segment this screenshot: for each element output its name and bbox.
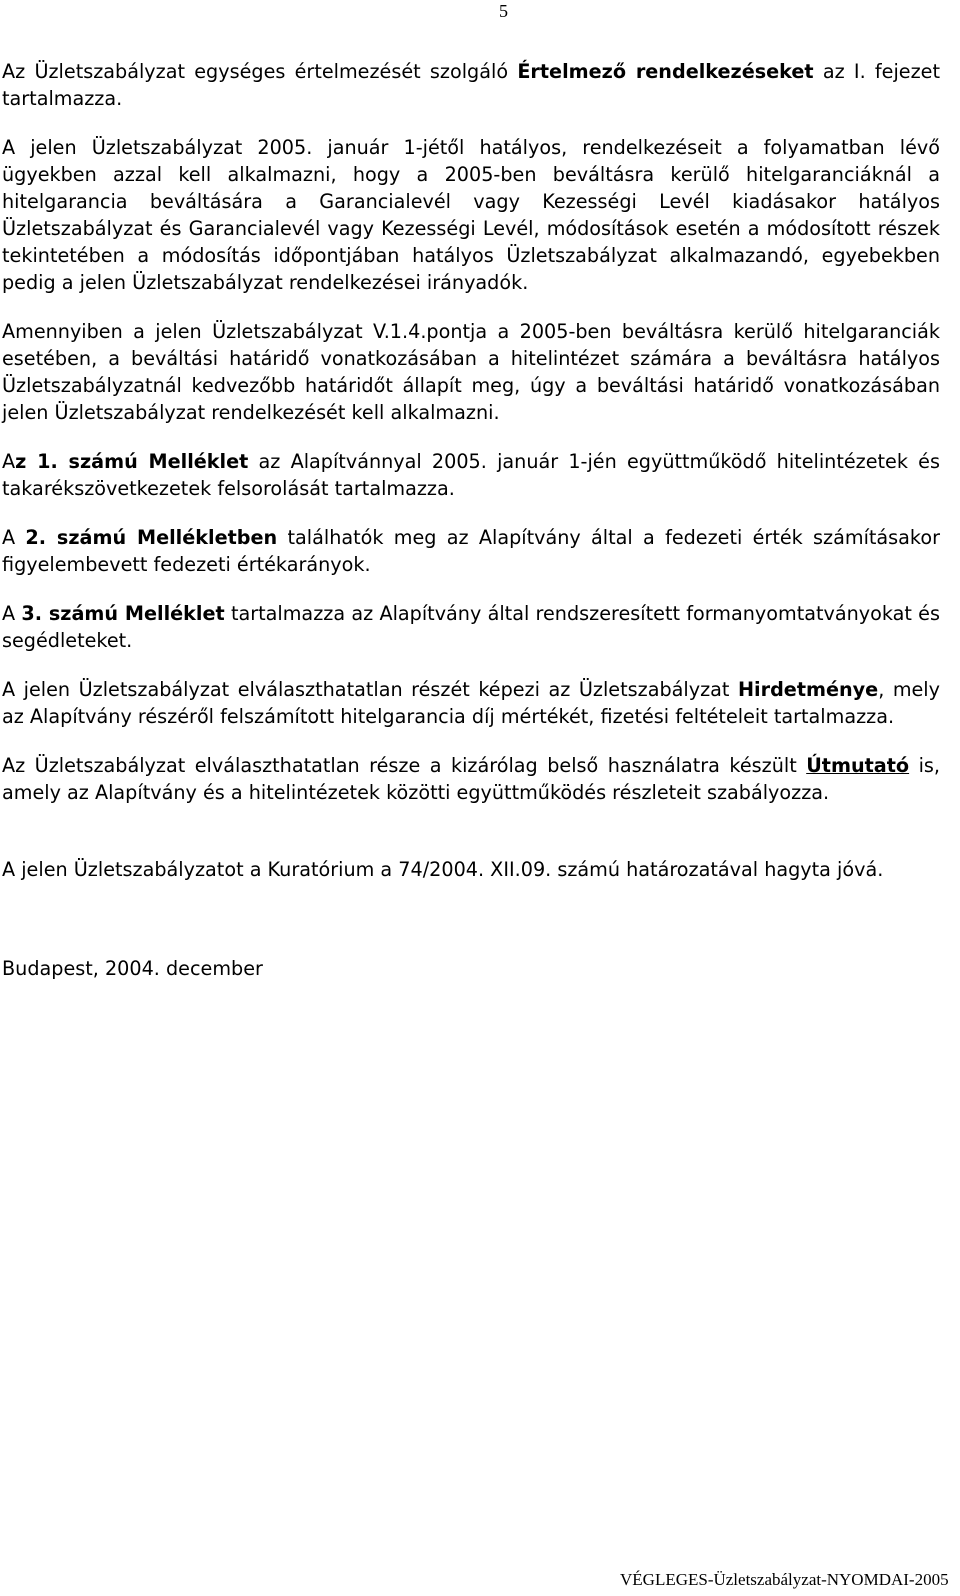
paragraph-annex-1	[2, 448, 940, 502]
paragraph-text: , mely az Alapítvány részéről felszámított hitelgarancia díj mértékét, fizetési feltételeit tartalmazza.	[2, 678, 940, 728]
paragraph-text: Az Üzletszabályzat elválaszthatatlan része a kizárólag belső használatra készült	[2, 754, 807, 777]
paragraph-text: találhatók meg az Alapítvány által a fedezeti érték számításakor figyelembevett fedezeti értékarányok.	[2, 526, 940, 576]
paragraph-text: A	[2, 450, 16, 473]
bold-term-guide: Útmutató	[806, 754, 910, 777]
paragraph-deadline: Amennyiben a jelen Üzletszabályzat V.1.4.pontja a 2005-ben beváltásra kerülő hitelgaranciák esetében, a beváltási határidő vonatkozásában a hitelintézet számára a beváltásra hatályos Üzletszabályzatnál kedvezőbb határidőt állapít meg, úgy a beváltási határidő vonatkozásában jelen Üzletszabályzat rendelkezését kell alkalmazni.	[2, 320, 940, 424]
paragraph-text: az Alapítvánnyal 2005. január 1-jén együttműködő hitelintézetek és takarékszövetkezetek felsorolását tartalmazza.	[2, 450, 940, 500]
place-and-date: Budapest, 2004. december	[2, 957, 263, 980]
paragraph-text: az I. fejezet tartalmazza.	[2, 60, 941, 110]
paragraph-announcement	[2, 676, 940, 730]
paragraph-text: is, amely az Alapítvány és a hitelintézetek közötti együttműködés részleteit szabályozza.	[2, 754, 941, 804]
bold-term-annex-2: 2. számú Mellékletben	[25, 526, 278, 549]
paragraph-text: A	[2, 526, 26, 549]
footer-filename: VÉGLEGES-Üzletszabályzat-NYOMDAI-2005	[620, 1570, 949, 1589]
paragraph-approval: A jelen Üzletszabályzatot a Kuratórium a 74/2004. XII.09. számú határozatával hagyta jóvá.	[2, 858, 884, 881]
bold-term-annex-1: z 1. számú Melléklet	[15, 450, 249, 473]
bold-term-annex-3: 3. számú Melléklet	[21, 602, 225, 625]
paragraph-text: A jelen Üzletszabályzat elválaszthatatlan részét képezi az Üzletszabályzat	[2, 678, 738, 701]
bold-term-definitions: Értelmező rendelkezéseket	[517, 60, 814, 83]
paragraph-guide	[2, 752, 940, 806]
paragraph-effective-date: A jelen Üzletszabályzat 2005. január 1-jétől hatályos, rendelkezéseit a folyamatban lévő ügyekben azzal kell alkalmazni, hogy a 2005-ben beváltásra kerülő hitelgaranciáknál a hitelgarancia beváltására a Garancialevél vagy Kezességi Levél kiadásakor hatályos Üzletszabályzat és Garancialevél vagy Kezességi Levél, módosítások esetén a módosított részek tekintetében a módosítás időpontjában hatályos Üzletszabályzat alkalmazandó, egyebekben pedig a jelen Üzletszabályzat rendelkezései irányadók.	[2, 136, 940, 294]
page-number: 5	[499, 1, 508, 21]
paragraph-text: Az Üzletszabályzat egységes értelmezését szolgáló	[2, 60, 518, 83]
paragraph-annex-2	[2, 524, 940, 578]
paragraph-annex-3	[2, 600, 940, 654]
paragraph-definitions	[2, 58, 940, 112]
paragraph-text: A	[2, 602, 22, 625]
bold-term-announcement: Hirdetménye	[737, 678, 879, 701]
document-body	[2, 58, 940, 982]
paragraph-text: tartalmazza az Alapítvány által rendszeresített formanyomtatványokat és segédleteket.	[2, 602, 940, 652]
